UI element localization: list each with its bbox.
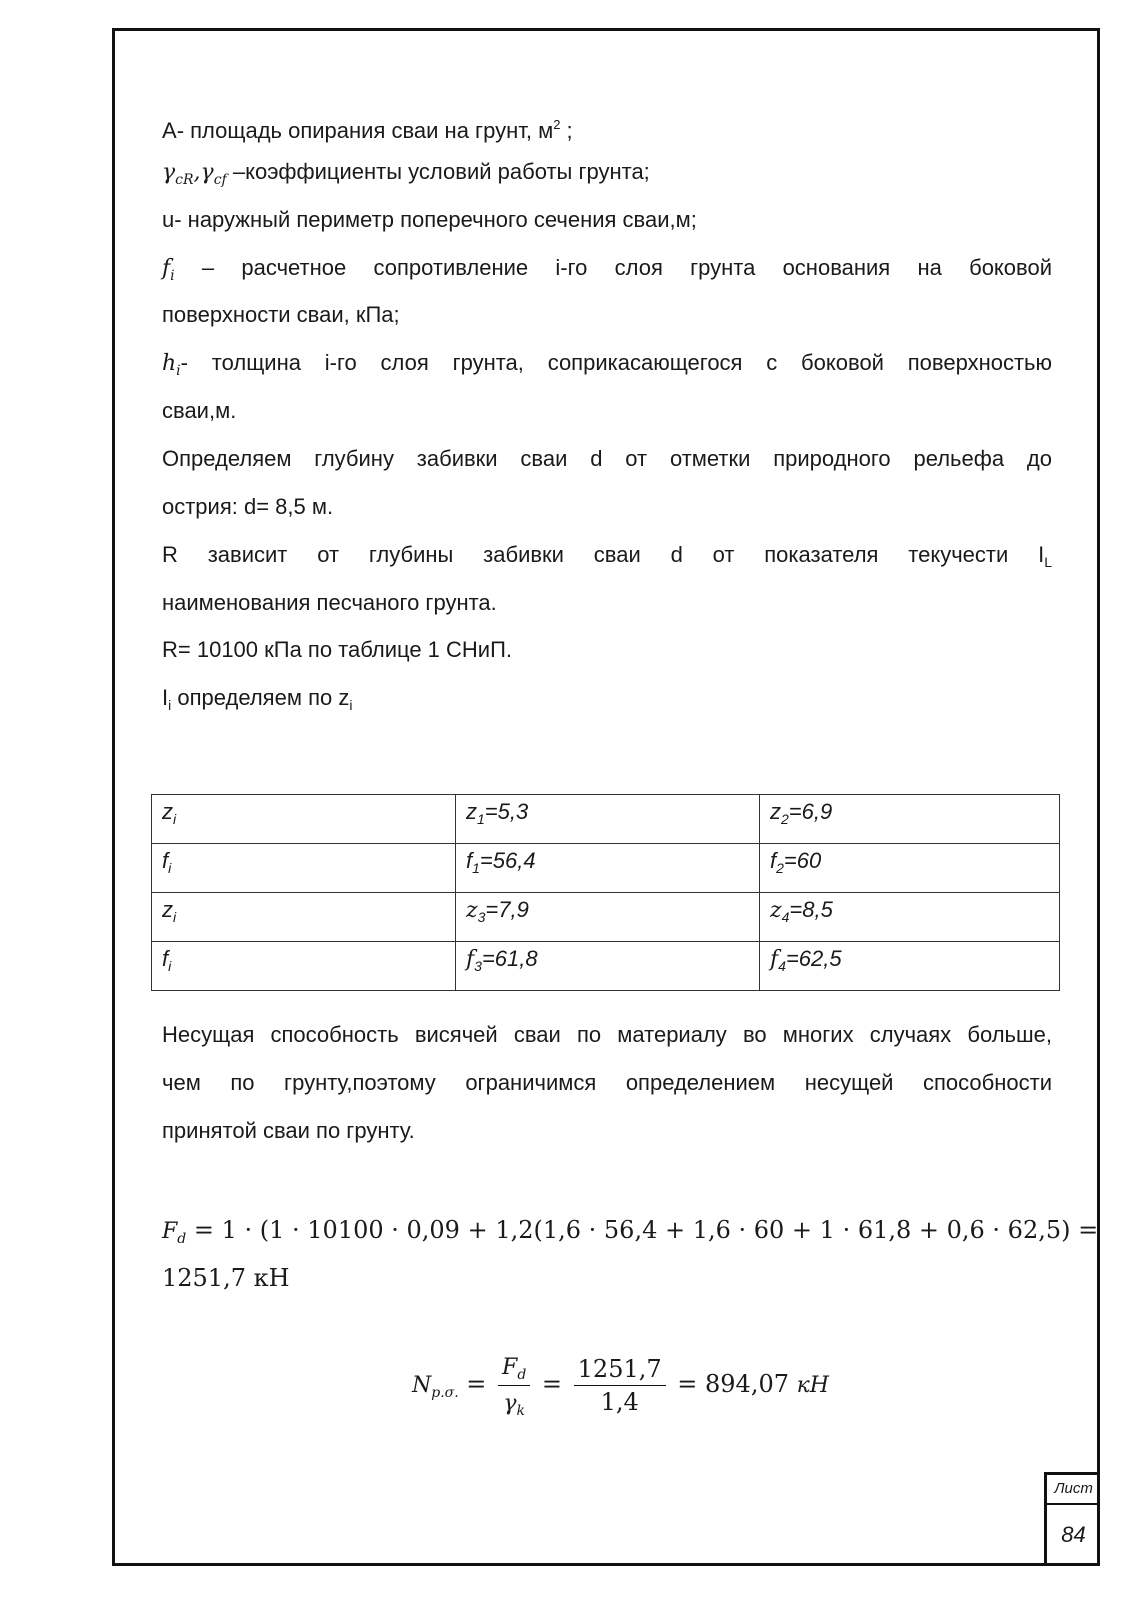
definition-f-line2: поверхности сваи, кПа; bbox=[162, 302, 400, 327]
table-cell: $f_1=56,4$ bbox=[456, 844, 760, 893]
definition-gamma: $\gamma_{cR},\gamma_{cf}$ –коэффициенты условий работы грунта; bbox=[162, 159, 650, 188]
depth-paragraph-line2: острия: d= 8,5 м. bbox=[162, 494, 334, 519]
table-cell: $z_1=5,3$ bbox=[456, 795, 760, 844]
conclusion-line1: Несущая способность висячей сваи по материалу во многих случаях больше, bbox=[162, 1022, 1052, 1047]
table-cell: $z_3=7,9$ bbox=[456, 893, 760, 942]
definition-a: A- площадь опирания сваи на грунт, $м^2$ ; bbox=[162, 117, 573, 143]
table-cell: $f_i$ bbox=[152, 844, 456, 893]
formula-fd-result: 1251,7 кН bbox=[162, 1264, 290, 1292]
table-cell: $f_i$ bbox=[152, 942, 456, 991]
table-cell: $z_i$ bbox=[152, 893, 456, 942]
formula-fd: $F_d = 1 \cdot (1 \cdot 10100 \cdot 0,09 + 1,2(1,6 \cdot 56,4 + 1,6 \cdot 60 + 1 \cdot 61,8 + 0,6 \cdot 62,5)$ = bbox=[162, 1216, 1099, 1247]
table-cell: $z_4=8,5$ bbox=[760, 893, 1060, 942]
conclusion-line3: принятой сваи по грунту. bbox=[162, 1118, 415, 1143]
fraction-fd-over-gamma: $\frac{F_d}{\gamma_k}$ bbox=[498, 1352, 530, 1419]
table-row bbox=[152, 893, 1060, 942]
formula-np: $N_{р.\sigma.}$ = $\frac{F_d}{\gamma_k}$ = $\frac{1251,7}{1,4}$ = 894,07 кН bbox=[412, 1352, 829, 1419]
li-line: $I_i$ определяем по $z_i$ bbox=[162, 685, 353, 713]
table-row bbox=[152, 844, 1060, 893]
sheet-stamp bbox=[1044, 1472, 1100, 1566]
table-row bbox=[152, 942, 1060, 991]
z-f-table bbox=[151, 794, 1060, 991]
definition-h-line1: $h_i-$ толщина i-го слоя грунта, соприкасающегося с боковой поверхностью bbox=[162, 350, 1052, 379]
table-cell: $f_3=61,8$ bbox=[456, 942, 760, 991]
table-cell: $z_2=6,9$ bbox=[760, 795, 1060, 844]
sheet-label: Лист bbox=[1047, 1475, 1100, 1505]
definition-u: u- наружный периметр поперечного сечения сваи,м; bbox=[162, 207, 697, 232]
definition-h-line2: сваи,м. bbox=[162, 398, 237, 423]
r-paragraph-line1: R зависит от глубины забивки сваи d от показателя текучести $I_L$ bbox=[162, 542, 1052, 570]
sheet-number: 84 bbox=[1061, 1522, 1086, 1547]
r-paragraph-line2: наименования песчаного грунта. bbox=[162, 590, 497, 615]
table-cell: $f_4=62,5$ bbox=[760, 942, 1060, 991]
table-row bbox=[152, 795, 1060, 844]
conclusion-line2: чем по грунту,поэтому ограничимся определением несущей способности bbox=[162, 1070, 1052, 1095]
table-cell: $z_i$ bbox=[152, 795, 456, 844]
fraction-values: $\frac{1251,7}{1,4}$ bbox=[574, 1355, 666, 1416]
r-value-line: R= 10100 кПа по таблице 1 СНиП. bbox=[162, 637, 513, 662]
table-cell: $f_2=60$ bbox=[760, 844, 1060, 893]
definition-f-line1: $f_i$ – расчетное сопротивление i-го слоя грунта основания на боковой bbox=[162, 255, 1052, 284]
depth-paragraph-line1: Определяем глубину забивки сваи d от отметки природного рельефа до bbox=[162, 446, 1052, 471]
